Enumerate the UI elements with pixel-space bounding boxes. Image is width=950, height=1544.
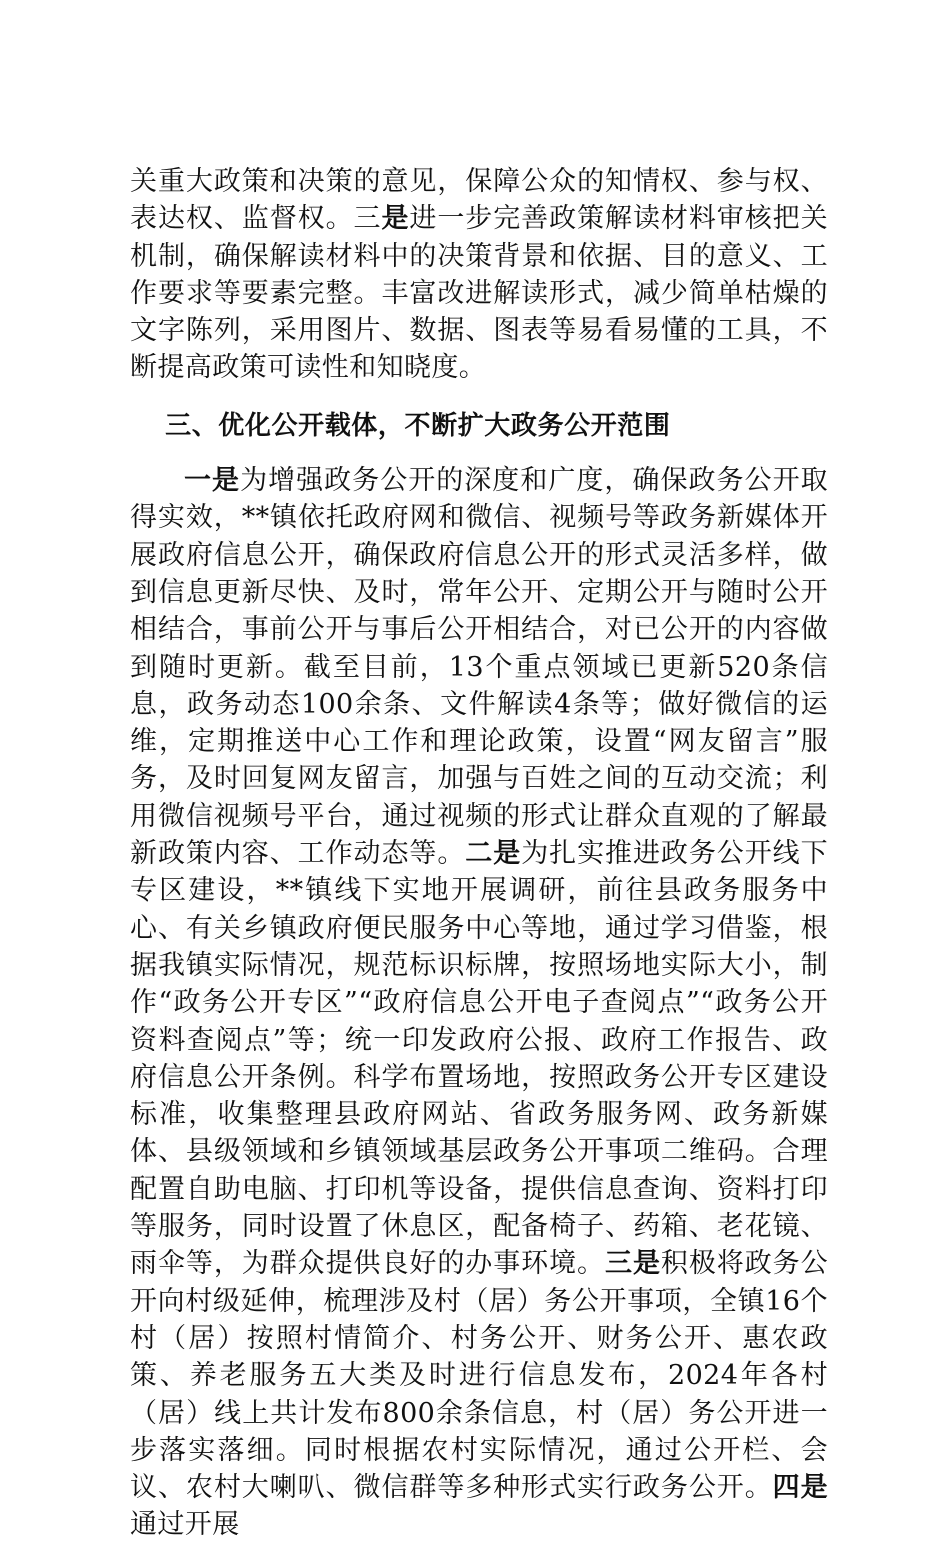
document-page [130, 163, 828, 1544]
paragraph-text: 通过开展 [130, 1509, 240, 1541]
emphasis-text: 是 [381, 203, 410, 235]
emphasis-text: 二是 [465, 838, 522, 870]
paragraph-text: 进一步完善政策解读材料审核把关机制，确保解读材料中的决策背景和依据、目的意义、工作要求等要素完整。丰富改进解读形式，减少简单枯燥的文字陈列，采用图片、数据、图表等易看易懂的工具，不断提高政策可读性和知晓度。 [130, 203, 828, 384]
emphasis-text: 一是 [184, 465, 241, 497]
emphasis-text: 三是 [605, 1248, 661, 1280]
paragraph-disclosure-carriers [130, 462, 828, 1544]
paragraph-text: 关重大政策和决策的意见，保障公众的知情权、参与权、表达权、监督权。三 [130, 166, 828, 235]
paragraph-text: 积极将政务公开向村级延伸，梳理涉及村（居）务公开事项，全镇16个村（居）按照村情简介、村务公开、财务公开、惠农政策、养老服务五大类及时进行信息发布，2024年各村（居）线上共计发布800余条信息，村（居）务公开进一步落实落细。同时根据农村实际情况，通过公开栏、会议、农村大喇叭、微信群等多种形式实行政务公开。 [130, 1248, 828, 1504]
paragraph-policy-interpretation [130, 163, 828, 387]
paragraph-text: 为扎实推进政务公开线下专区建设，**镇线下实地开展调研，前往县政务服务中心、有关乡镇政府便民服务中心等地，通过学习借鉴，根据我镇实际情况，规范标识标牌，按照场地实际大小，制作“政务公开专区”“政府信息公开电子查阅点”“政务公开资料查阅点”等；统一印发政府公报、政府工作报告、政府信息公开条例。科学布置场地，按照政务公开专区建设标准，收集整理县政府网站、省政务服务网、政务新媒体、县级领域和乡镇领域基层政务公开事项二维码。合理配置自助电脑、打印机等设备，提供信息查询、资料打印等服务，同时设置了休息区，配备椅子、药箱、老花镜、雨伞等，为群众提供良好的办事环境。 [130, 838, 828, 1280]
section-heading: 三、优化公开载体，不断扩大政务公开范围 [165, 410, 671, 441]
emphasis-text: 四是 [772, 1472, 828, 1504]
paragraph-text: 为增强政务公开的深度和广度，确保政务公开取得实效，**镇依托政府网和微信、视频号等政务新媒体开展政府信息公开，确保政府信息公开的形式灵活多样，做到信息更新尽快、及时，常年公开、定期公开与随时公开相结合，事前公开与事后公开相结合，对已公开的内容做到随时更新。截至目前，13个重点领域已更新520条信息，政务动态100余条、文件解读4条等；做好微信的运维，定期推送中心工作和理论政策，设置“网友留言”服务，及时回复网友留言，加强与百姓之间的互动交流；利用微信视频号平台，通过视频的形式让群众直观的了解最新政策内容、工作动态等。 [130, 465, 828, 870]
